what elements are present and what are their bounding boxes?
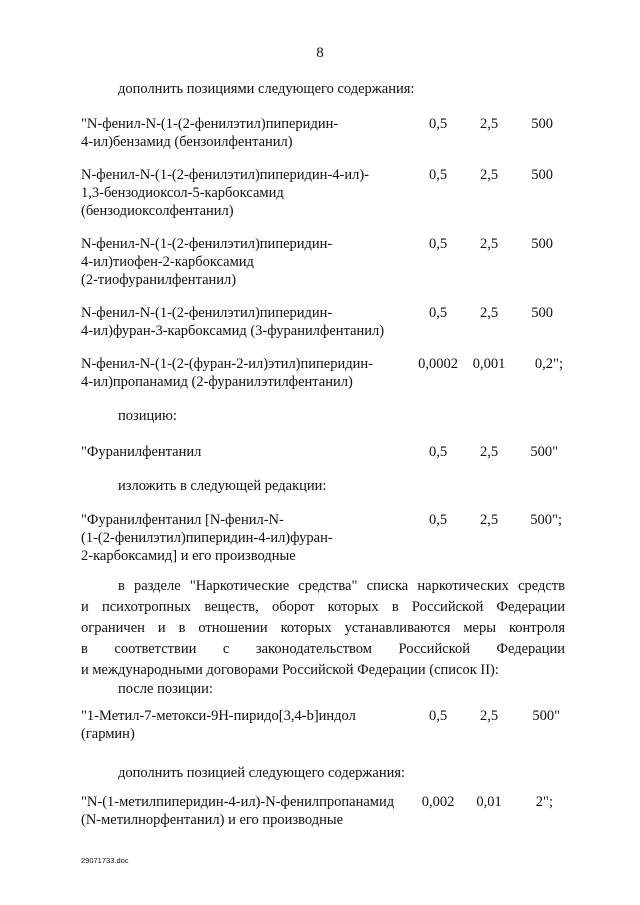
- substance-name: "1-Метил-7-метокси-9Н-пиридо[3,4-b]индол (гармин): [81, 708, 356, 742]
- footer-filename: 29071733.doc: [81, 856, 129, 865]
- instruction-add-position: дополнить позицией следующего содержания:: [118, 765, 406, 781]
- value-col3: 500: [531, 305, 553, 321]
- value-col2: 2,5: [479, 236, 499, 252]
- value-col3: 500: [531, 236, 553, 252]
- value-col3: 500": [532, 708, 560, 724]
- substance-name: N-фенил-N-(1-(2-(фуран-2-ил)этил)пиперидин- 4-ил)пропанамид (2-фуранилэтилфентанил): [81, 356, 373, 390]
- value-col3: 500: [531, 116, 553, 132]
- paragraph-line: и международными договорами Российской Федерации (список II):: [81, 662, 499, 678]
- value-col3: 2";: [535, 794, 553, 810]
- value-col3: 500": [530, 444, 558, 460]
- value-col1: 0,002: [421, 794, 455, 810]
- value-col1: 0,5: [428, 444, 448, 460]
- instruction-add-positions: дополнить позициями следующего содержания:: [118, 81, 415, 97]
- substance-name: N-фенил-N-(1-(2-фенилэтил)пиперидин-4-ил)- 1,3-бензодиоксол-5-карбоксамид (бензодиоксолфентанил): [81, 167, 369, 219]
- value-col1: 0,0002: [418, 356, 458, 372]
- substance-name: N-фенил-N-(1-(2-фенилэтил)пиперидин- 4-ил)фуран-3-карбоксамид (3-фуранилфентанил): [81, 305, 385, 339]
- value-col2: 0,01: [476, 794, 502, 810]
- value-col1: 0,5: [428, 512, 448, 528]
- instruction-after-position: после позиции:: [118, 681, 213, 697]
- value-col2: 2,5: [479, 116, 499, 132]
- value-col1: 0,5: [428, 116, 448, 132]
- paragraph-line: в соответствии с законодательством Российской Федерации: [81, 641, 565, 657]
- paragraph-line: ограничен и в отношении которых устанавливаются меры контроля: [81, 620, 565, 636]
- value-col3: 500: [531, 167, 553, 183]
- paragraph-line: и психотропных веществ, оборот которых в Российской Федерации: [81, 599, 565, 615]
- substance-name: "Фуранилфентанил: [81, 444, 202, 460]
- value-col2: 2,5: [479, 444, 499, 460]
- substance-name: "Фуранилфентанил [N-фенил-N- (1-(2-фенилэтил)пиперидин-4-ил)фуран- 2-карбоксамид] и его производные: [81, 512, 333, 564]
- value-col2: 2,5: [479, 512, 499, 528]
- value-col1: 0,5: [428, 236, 448, 252]
- value-col3: 0,2";: [534, 356, 563, 372]
- substance-name: "N-(1-метилпиперидин-4-ил)-N-фенилпропанамид (N-метилнорфентанил) и его производные: [81, 794, 395, 828]
- value-col1: 0,5: [428, 305, 448, 321]
- instruction-restate: изложить в следующей редакции:: [118, 478, 327, 494]
- value-col2: 2,5: [479, 167, 499, 183]
- value-col2: 2,5: [479, 305, 499, 321]
- substance-name: N-фенил-N-(1-(2-фенилэтил)пиперидин- 4-ил)тиофен-2-карбоксамид (2-тиофуранилфентанил): [81, 236, 333, 288]
- value-col2: 0,001: [472, 356, 506, 372]
- value-col3: 500";: [530, 512, 562, 528]
- value-col1: 0,5: [428, 708, 448, 724]
- value-col2: 2,5: [479, 708, 499, 724]
- substance-name: "N-фенил-N-(1-(2-фенилэтил)пиперидин- 4-ил)бензамид (бензоилфентанил): [81, 116, 339, 150]
- paragraph-line: в разделе "Наркотические средства" списка наркотических средств: [118, 578, 565, 594]
- value-col1: 0,5: [428, 167, 448, 183]
- instruction-position: позицию:: [118, 408, 177, 424]
- page-number: 8: [316, 45, 324, 61]
